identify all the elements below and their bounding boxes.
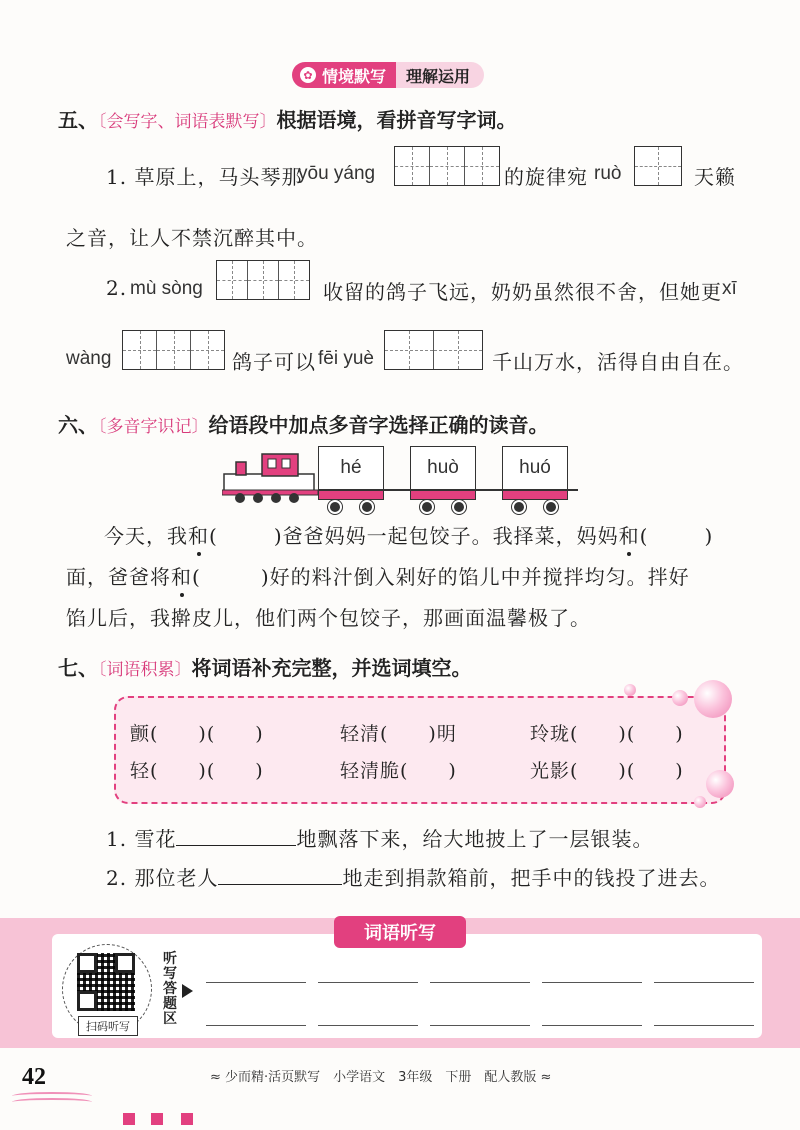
dictation-area <box>52 934 762 1038</box>
q2-answer-grid3[interactable] <box>384 330 483 370</box>
polyphone-he-3: 和 <box>171 561 192 590</box>
q2-suffix: 千山万水，活得自由自在。 <box>492 350 744 374</box>
q1-suffix: 天籁 <box>694 165 736 189</box>
q1-line2: 之音，让人不禁沉醉其中。 <box>66 226 318 250</box>
fill-question-2: 2. 那位老人 地走到捐款箱前，把手中的钱投了进去。 <box>106 866 721 890</box>
word-item[interactable]: 轻( )( ) <box>130 760 264 782</box>
q1-pinyin2: ruò <box>594 163 622 184</box>
bubble-decoration <box>694 796 706 808</box>
section5-number: 五、 <box>58 108 98 132</box>
section7-instruction: 将词语补充完整，并选词填空。 <box>191 656 472 680</box>
q2-prefix: 2. <box>106 276 128 300</box>
q2-mid: 收留的鸽子飞远，奶奶虽然很不舍，但她更 <box>323 280 722 304</box>
answer-area-label: 听写答题区 <box>163 951 177 1027</box>
section6-para-line2: 面，爸爸将和( )好的料汁倒入剁好的馅儿中并搅拌均匀。拌好 <box>66 561 690 590</box>
train-wagon-3 <box>502 446 568 490</box>
section-tab <box>292 62 484 88</box>
fill-blank-1[interactable] <box>176 845 296 846</box>
square-decoration <box>123 1113 135 1125</box>
square-decoration <box>181 1113 193 1125</box>
section6-instruction: 给语段中加点多音字选择正确的读音。 <box>208 413 549 437</box>
train-wagon-2 <box>410 446 476 490</box>
wagon-pinyin-2: huò <box>427 457 459 478</box>
bubble-decoration <box>706 770 734 798</box>
q1-answer-grid2[interactable] <box>634 146 682 186</box>
fill-question-1: 1. 雪花 地飘落下来，给大地披上了一层银装。 <box>106 827 654 851</box>
section5-heading <box>58 104 517 133</box>
word-box <box>114 696 726 804</box>
wagon-pinyin-3: huó <box>519 457 551 478</box>
word-item[interactable]: 光影( )( ) <box>530 760 684 782</box>
section6-para-line1: 今天，我和( )爸爸妈妈一起包饺子。我择菜，妈妈和( ) <box>104 520 713 549</box>
section5-instruction: 根据语境，看拼音写字词。 <box>276 108 517 132</box>
q2-pinyin3: fēi yuè <box>318 348 374 369</box>
footer-text: ≈ 少而精·活页默写 小学语文 3年级 下册 配人教版 ≈ <box>210 1070 552 1085</box>
word-item[interactable]: 颤( )( ) <box>130 723 264 745</box>
polyphone-he-1: 和 <box>188 520 209 549</box>
section6-number: 六、 <box>58 413 98 437</box>
section7-heading <box>58 652 472 681</box>
wagon-pinyin-1: hé <box>340 457 362 478</box>
fill-blank-2[interactable] <box>218 884 342 885</box>
q1-mid: 的旋律宛 <box>504 165 588 189</box>
q1-prefix: 1. 草原上，马头琴那 <box>106 165 303 189</box>
q2-pinyin1: mù sòng <box>130 278 203 299</box>
section7-tag: 〔词语积累〕 <box>98 660 192 680</box>
section6-para-line3: 馅儿后，我擀皮儿，他们两个包饺子，那画面温馨极了。 <box>66 606 591 630</box>
q2-pinyin2a: xī <box>722 278 737 299</box>
q2-pinyin2b: wàng <box>66 348 112 369</box>
qr-corner <box>115 953 135 973</box>
word-item[interactable]: 轻清脆( ) <box>340 760 457 782</box>
dictation-title: 词语听写 <box>334 916 466 948</box>
page-number: 42 <box>22 1064 46 1090</box>
q1-answer-grid1[interactable] <box>394 146 500 186</box>
train-illustration <box>222 446 578 506</box>
q2-mid2: 鸽子可以 <box>232 350 316 374</box>
locomotive-icon <box>222 446 322 504</box>
train-wagon-1 <box>318 446 384 490</box>
section6-heading <box>58 409 549 438</box>
polyphone-he-2: 和 <box>619 520 640 549</box>
tab-secondary <box>396 62 484 88</box>
dictation-line-row-2[interactable] <box>206 1025 754 1026</box>
medal-icon: ✿ <box>300 67 316 83</box>
dictation-line-row-1[interactable] <box>206 982 754 983</box>
tab-secondary-label: 理解运用 <box>406 66 471 86</box>
q1-pinyin1: yōu yáng <box>298 163 376 184</box>
section6-tag: 〔多音字识记〕 <box>98 417 209 437</box>
bubble-decoration <box>672 690 688 706</box>
square-decoration <box>151 1113 163 1125</box>
scan-label: 扫码听写 <box>78 1016 138 1036</box>
word-item[interactable]: 玲珑( )( ) <box>530 723 684 745</box>
q2-answer-grid2[interactable] <box>122 330 225 370</box>
qr-corner <box>77 991 97 1011</box>
qr-corner <box>77 953 97 973</box>
section5-tag: 〔会写字、词语表默写〕 <box>98 112 277 132</box>
tab-main <box>292 62 396 88</box>
bubble-decoration <box>624 684 636 696</box>
section7-number: 七、 <box>58 656 98 680</box>
wave-decoration <box>12 1098 92 1106</box>
bubble-decoration <box>694 680 732 718</box>
word-item[interactable]: 轻清( )明 <box>340 723 457 745</box>
arrow-right-icon <box>182 984 193 998</box>
tab-main-label: 情境默写 <box>322 66 387 86</box>
q2-answer-grid1[interactable] <box>216 260 310 300</box>
